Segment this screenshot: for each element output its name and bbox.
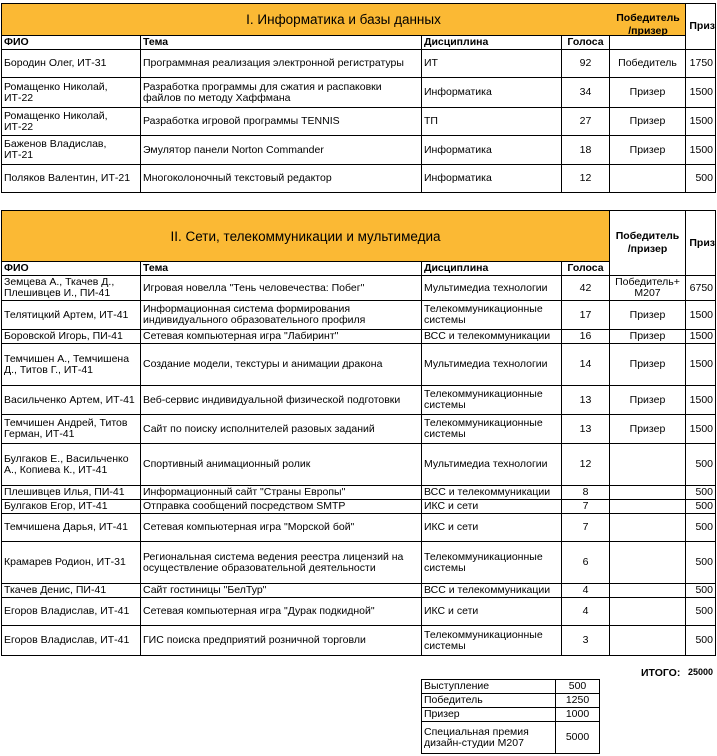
prize-cell: 500 bbox=[686, 486, 716, 500]
table-row bbox=[2, 108, 716, 136]
prize-cell: 500 bbox=[686, 542, 716, 584]
table-row bbox=[2, 301, 716, 330]
votes-cell: 14 bbox=[562, 344, 610, 386]
topic-cell: Эмулятор панели Norton Commander bbox=[141, 136, 422, 165]
fio-cell: Крамарев Родион, ИТ-31 bbox=[2, 542, 141, 584]
fio-cell: Темчишен Андрей, Титов Герман, ИТ-41 bbox=[2, 415, 141, 444]
discipline-cell: Телекоммуникационные системы bbox=[422, 301, 562, 330]
prize-cell: 500 bbox=[686, 500, 716, 514]
topic-cell: Информационный сайт "Страны Европы" bbox=[141, 486, 422, 500]
status-cell: Призер bbox=[610, 108, 686, 136]
fio-header: ФИО bbox=[2, 36, 141, 50]
prize-cell: 1500 bbox=[686, 415, 716, 444]
votes-cell: 7 bbox=[562, 514, 610, 542]
total-label: ИТОГО: bbox=[641, 667, 681, 679]
discipline-cell: Телекоммуникационные системы bbox=[422, 542, 562, 584]
status-cell: Призер bbox=[610, 330, 686, 344]
votes-cell: 17 bbox=[562, 301, 610, 330]
status-cell bbox=[610, 165, 686, 193]
table-row bbox=[2, 500, 716, 514]
discipline-header: Дисциплина bbox=[422, 36, 562, 50]
votes-header-2: Голоса bbox=[562, 262, 610, 276]
votes-header: Голоса bbox=[562, 36, 610, 50]
table-row bbox=[2, 330, 716, 344]
fio-cell: Ткачев Денис, ПИ-41 bbox=[2, 584, 141, 598]
fio-cell: Егоров Владислав, ИТ-41 bbox=[2, 598, 141, 626]
discipline-cell: ВСС и телекоммуникации bbox=[422, 330, 562, 344]
fio-cell: Поляков Валентин, ИТ-21 bbox=[2, 165, 141, 193]
status-cell bbox=[610, 486, 686, 500]
fio-header-2: ФИО bbox=[2, 262, 141, 276]
discipline-cell: ИТ bbox=[422, 50, 562, 78]
fio-cell: Васильченко Артем, ИТ-41 bbox=[2, 386, 141, 415]
topic-cell: ГИС поиска предприятий розничной торговли bbox=[141, 626, 422, 656]
table-row bbox=[2, 276, 716, 301]
discipline-cell: ВСС и телекоммуникации bbox=[422, 486, 562, 500]
topic-cell: Создание модели, текстуры и анимации дракона bbox=[141, 344, 422, 386]
discipline-cell: Телекоммуникационные системы bbox=[422, 415, 562, 444]
legend-label: Специальная премия дизайн-студии M207 bbox=[422, 722, 556, 754]
fio-cell: Егоров Владислав, ИТ-41 bbox=[2, 626, 141, 656]
prize-cell: 500 bbox=[686, 514, 716, 542]
discipline-cell: Мультимедиа технологии bbox=[422, 344, 562, 386]
legend-value: 5000 bbox=[556, 722, 600, 754]
legend-label: Призер bbox=[422, 708, 556, 722]
winner-header-2: Победитель /призер bbox=[610, 211, 686, 276]
status-cell bbox=[610, 500, 686, 514]
fio-cell: Булгаков Е., Васильченко А., Копиева К., ИТ-41 bbox=[2, 444, 141, 486]
status-cell: Призер bbox=[610, 136, 686, 165]
topic-header: Тема bbox=[141, 36, 422, 50]
topic-cell: Разработка игровой программы TENNIS bbox=[141, 108, 422, 136]
topic-cell: Отправка сообщений посредством SMTP bbox=[141, 500, 422, 514]
status-cell: Призер bbox=[610, 344, 686, 386]
votes-cell: 6 bbox=[562, 542, 610, 584]
prize-cell: 1500 bbox=[686, 78, 716, 108]
fio-cell: Булгаков Егор, ИТ-41 bbox=[2, 500, 141, 514]
votes-cell: 4 bbox=[562, 598, 610, 626]
votes-cell: 8 bbox=[562, 486, 610, 500]
table-row bbox=[2, 444, 716, 486]
prize-cell: 1500 bbox=[686, 108, 716, 136]
topic-cell: Информационная система формирования индивидуального образовательного профиля bbox=[141, 301, 422, 330]
topic-cell: Сетевая компьютерная игра "Морской бой" bbox=[141, 514, 422, 542]
topic-cell: Сетевая компьютерная игра "Лабиринт" bbox=[141, 330, 422, 344]
votes-cell: 34 bbox=[562, 78, 610, 108]
table-row bbox=[2, 626, 716, 656]
status-cell: Призер bbox=[610, 301, 686, 330]
section2-title: II. Сети, телекоммуникации и мультимедиа bbox=[2, 211, 610, 262]
legend-row bbox=[422, 708, 600, 722]
topic-cell: Сетевая компьютерная игра "Дурак подкидной" bbox=[141, 598, 422, 626]
votes-cell: 7 bbox=[562, 500, 610, 514]
votes-cell: 16 bbox=[562, 330, 610, 344]
topic-cell: Веб-сервис индивидуальной физической подготовки bbox=[141, 386, 422, 415]
legend-value: 1000 bbox=[556, 708, 600, 722]
table-row bbox=[2, 344, 716, 386]
discipline-cell: ИКС и сети bbox=[422, 500, 562, 514]
votes-cell: 27 bbox=[562, 108, 610, 136]
fio-cell: Темчишен А., Темчишена Д., Титов Г., ИТ-41 bbox=[2, 344, 141, 386]
prize-cell: 6750 bbox=[686, 276, 716, 301]
fio-cell: Бородин Олег, ИТ-31 bbox=[2, 50, 141, 78]
legend-value: 1250 bbox=[556, 694, 600, 708]
legend-value: 500 bbox=[556, 680, 600, 694]
votes-cell: 3 bbox=[562, 626, 610, 656]
discipline-cell: ИКС и сети bbox=[422, 598, 562, 626]
votes-cell: 92 bbox=[562, 50, 610, 78]
topic-header-2: Тема bbox=[141, 262, 422, 276]
prize-cell: 1500 bbox=[686, 301, 716, 330]
fio-cell: Баженов Владислав, ИТ-21 bbox=[2, 136, 141, 165]
status-cell bbox=[610, 444, 686, 486]
prize-cell: 1750 bbox=[686, 50, 716, 78]
topic-cell: Игровая новелла "Тень человечества: Побег" bbox=[141, 276, 422, 301]
discipline-cell: ВСС и телекоммуникации bbox=[422, 584, 562, 598]
section2-table bbox=[1, 210, 716, 656]
discipline-cell: Телекоммуникационные системы bbox=[422, 626, 562, 656]
legend-row bbox=[422, 694, 600, 708]
discipline-cell: Телекоммуникационные системы bbox=[422, 386, 562, 415]
fio-cell: Телятицкий Артем, ИТ-41 bbox=[2, 301, 141, 330]
status-cell bbox=[610, 584, 686, 598]
votes-cell: 12 bbox=[562, 444, 610, 486]
fio-cell: Ромащенко Николай, ИТ-22 bbox=[2, 78, 141, 108]
status-cell: Призер bbox=[610, 386, 686, 415]
discipline-cell: Информатика bbox=[422, 165, 562, 193]
table-row bbox=[2, 542, 716, 584]
winner-header: Победитель /призер bbox=[616, 12, 680, 37]
prize-cell: 500 bbox=[686, 165, 716, 193]
topic-cell: Сайт по поиску исполнителей разовых заданий bbox=[141, 415, 422, 444]
discipline-cell: ИКС и сети bbox=[422, 514, 562, 542]
prize-cell: 500 bbox=[686, 626, 716, 656]
discipline-cell: Информатика bbox=[422, 78, 562, 108]
discipline-header-2: Дисциплина bbox=[422, 262, 562, 276]
fio-cell: Ромащенко Николай, ИТ-22 bbox=[2, 108, 141, 136]
topic-cell: Сайт гостиницы "БелТур" bbox=[141, 584, 422, 598]
status-cell bbox=[610, 514, 686, 542]
table-row bbox=[2, 386, 716, 415]
status-cell bbox=[610, 598, 686, 626]
discipline-cell: Мультимедиа технологии bbox=[422, 444, 562, 486]
discipline-cell: ТП bbox=[422, 108, 562, 136]
section1-table bbox=[1, 3, 716, 193]
fio-cell: Темчишена Дарья, ИТ-41 bbox=[2, 514, 141, 542]
table-row bbox=[2, 598, 716, 626]
status-cell: Победитель+ M207 bbox=[610, 276, 686, 301]
prize-cell: 1500 bbox=[686, 136, 716, 165]
table-row bbox=[2, 50, 716, 78]
table-row bbox=[2, 514, 716, 542]
topic-cell: Региональная система ведения реестра лицензий на осуществление образовательной деятельности bbox=[141, 542, 422, 584]
table-row bbox=[2, 165, 716, 193]
discipline-cell: Информатика bbox=[422, 136, 562, 165]
status-cell bbox=[610, 542, 686, 584]
topic-cell: Спортивный анимационный ролик bbox=[141, 444, 422, 486]
prize-cell: 500 bbox=[686, 598, 716, 626]
fio-cell: Плешивцев Илья, ПИ-41 bbox=[2, 486, 141, 500]
votes-cell: 13 bbox=[562, 415, 610, 444]
status-cell: Призер bbox=[610, 78, 686, 108]
prize-header-2: Приз bbox=[686, 211, 716, 276]
status-cell: Призер bbox=[610, 415, 686, 444]
status-cell bbox=[610, 626, 686, 656]
votes-cell: 18 bbox=[562, 136, 610, 165]
votes-cell: 12 bbox=[562, 165, 610, 193]
table-row bbox=[2, 486, 716, 500]
prize-cell: 500 bbox=[686, 444, 716, 486]
topic-cell: Разработка программы для сжатия и распаковки файлов по методу Хаффмана bbox=[141, 78, 422, 108]
table-row bbox=[2, 78, 716, 108]
discipline-cell: Мультимедиа технологии bbox=[422, 276, 562, 301]
prize-cell: 500 bbox=[686, 584, 716, 598]
votes-cell: 4 bbox=[562, 584, 610, 598]
prize-legend-table bbox=[421, 679, 600, 754]
legend-row bbox=[422, 680, 600, 694]
legend-label: Выступление bbox=[422, 680, 556, 694]
total-value: 25000 bbox=[688, 667, 714, 677]
prize-cell: 1500 bbox=[686, 386, 716, 415]
table-row bbox=[2, 136, 716, 165]
votes-cell: 42 bbox=[562, 276, 610, 301]
table-row bbox=[2, 584, 716, 598]
table-row bbox=[2, 415, 716, 444]
fio-cell: Земцева А., Ткачев Д., Плешивцев И., ПИ-41 bbox=[2, 276, 141, 301]
section1-title: I. Информатика и базы данных bbox=[2, 4, 686, 36]
topic-cell: Многоколоночный текстовый редактор bbox=[141, 165, 422, 193]
prize-cell: 1500 bbox=[686, 344, 716, 386]
legend-label: Победитель bbox=[422, 694, 556, 708]
prize-header: Приз bbox=[686, 4, 716, 50]
fio-cell: Боровской Игорь, ПИ-41 bbox=[2, 330, 141, 344]
votes-cell: 13 bbox=[562, 386, 610, 415]
status-cell: Победитель bbox=[610, 50, 686, 78]
topic-cell: Программная реализация электронной регистратуры bbox=[141, 50, 422, 78]
prize-cell: 1500 bbox=[686, 330, 716, 344]
legend-row bbox=[422, 722, 600, 754]
